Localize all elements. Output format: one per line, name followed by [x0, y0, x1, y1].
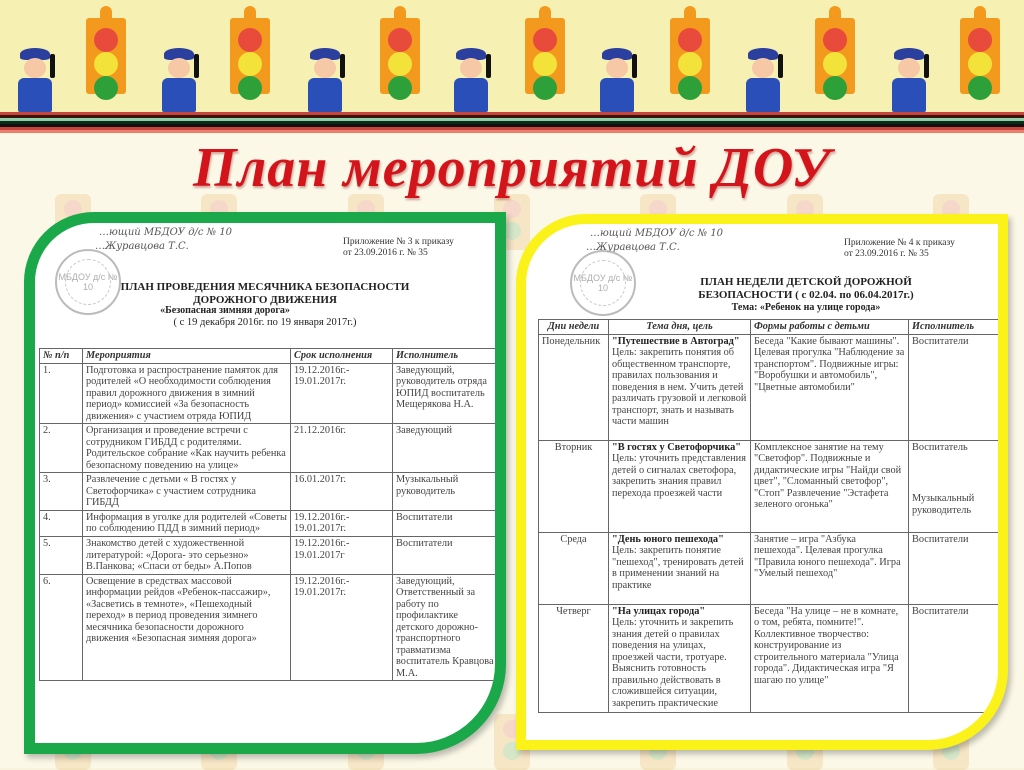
day-cell: Понедельник [539, 334, 609, 440]
forms-cell: Занятие – игра "Азбука пешехода". Целевая прогулка "Правила юного пешехода". Игра "Умелый пешеход" [751, 532, 909, 604]
title-line: БЕЗОПАСНОСТИ ( с 02.04. по 06.04.2017г.) [698, 288, 914, 301]
stamp-icon: МБДОУ д/с № 10 [55, 249, 121, 315]
term-cell: 16.01.2017г. [291, 473, 393, 511]
table-row [539, 334, 999, 440]
topic-cell [609, 532, 751, 604]
event-cell: Организация и проведение встречи с сотрудником ГИБДД с родителями. Родительское собрание «Как научить ребенка безопасному поведению на улице» [83, 424, 291, 473]
signature-name: …Журавцова Т.С. [95, 241, 189, 252]
executor-cell: Воспитатели [909, 334, 999, 440]
row-number: 5. [40, 536, 83, 574]
traffic-light-icon [86, 6, 126, 80]
column-header: № п/п [40, 349, 83, 364]
signature-name: …Журавцова Т.С. [586, 242, 680, 253]
executor-name: Музыкальный руководитель [912, 493, 975, 516]
document-right [526, 224, 998, 740]
table-header-row [40, 349, 498, 364]
document-subtitle: «Безопасная зимняя дорога» [160, 305, 290, 316]
table-row [539, 532, 999, 604]
decorative-stripes [0, 112, 1024, 134]
row-number: 2. [40, 424, 83, 473]
traffic-officer-icon [304, 48, 348, 112]
executor-cell: Заведующий [393, 424, 498, 473]
events-table [39, 348, 498, 681]
event-cell: Подготовка и распространение памяток для родителей «О необходимости соблюдения правил дорожного движения в зимний период» комиссией «За безопасность движения» с участием отряда ЮПИД [83, 363, 291, 424]
traffic-light-icon [815, 6, 855, 80]
topic-goal: Цель: уточнить и закрепить знания детей о правилах поведения на улицах, проезжей части, тротуаре. Выяснить готовность правильно действовать в сложившейся ситуации, закрепить практические [612, 617, 734, 709]
traffic-light-icon [670, 6, 710, 80]
topic-title: "На улицах города" [612, 605, 706, 617]
traffic-light-icon [230, 6, 270, 80]
document-left [35, 223, 495, 743]
table-row [40, 363, 498, 424]
appendix-line: Приложение № 4 к приказу [844, 238, 955, 248]
table-row [539, 440, 999, 532]
appendix-date: от 23.09.2016 г. № 35 [844, 249, 929, 260]
traffic-officer-icon [742, 48, 786, 112]
signature-line: …ющий МБДОУ д/с № 10 [99, 227, 233, 238]
executor-cell: Воспитатели [909, 604, 999, 712]
table-row [40, 473, 498, 511]
day-cell: Четверг [539, 604, 609, 712]
executor-cell: Воспитатели [393, 536, 498, 574]
table-row [40, 510, 498, 536]
event-cell: Развлечение с детьми « В гостях у Светофорчика» с участием сотрудника ГИБДД [83, 473, 291, 511]
title-line: ДОРОЖНОГО ДВИЖЕНИЯ [193, 293, 337, 306]
page-title: План мероприятий ДОУ [193, 137, 831, 199]
topic-goal: Цель: закрепить понятие "пешеход", тренировать детей в применении знаний на практике [612, 545, 744, 591]
executor-name: Воспитатель [912, 441, 968, 453]
executor-cell: Заведующий, Ответственный за работу по профилактике детского дорожно-транспортного травматизма воспитатель Кравцова М.А. [393, 574, 498, 681]
term-cell: 21.12.2016г. [291, 424, 393, 473]
topic-goal: Цель: закрепить понятия об общественном транспорте, правилах пользования и поведения в нем. Учить детей различать грузовой и легковой транспорт, знать и называть части машин [612, 347, 747, 428]
forms-cell: Беседа "Какие бывают машины". Целевая прогулка "Наблюдение за транспортом". Подвижные игры: "Воробушки и автомобиль", "Цветные автомобили" [751, 334, 909, 440]
term-cell: 19.12.2016г.- 19.01.2017г. [291, 574, 393, 681]
term-cell: 19.12.2016г.- 19.01.2017г. [291, 510, 393, 536]
executor-cell: Воспитатели [909, 532, 999, 604]
traffic-officer-icon [450, 48, 494, 112]
row-number: 1. [40, 363, 83, 424]
document-frame-left [24, 212, 506, 754]
table-header-row [539, 320, 999, 335]
topic-goal: Цель: уточнить представления детей о сигналах светофора, закрепить знания правил перехода проезжей части [612, 453, 746, 499]
topic-cell [609, 440, 751, 532]
traffic-officer-icon [14, 48, 58, 112]
column-header: Тема дня, цель [609, 320, 751, 335]
table-row [40, 536, 498, 574]
traffic-light-icon [960, 6, 1000, 80]
traffic-light-icon [380, 6, 420, 80]
column-header: Исполнитель [909, 320, 999, 335]
traffic-light-icon [525, 6, 565, 80]
column-header: Мероприятия [83, 349, 291, 364]
term-cell: 19.12.2016г.- 19.01.2017г. [291, 363, 393, 424]
topic-title: "День юного пешехода" [612, 533, 724, 545]
appendix-date: от 23.09.2016 г. № 35 [343, 248, 428, 259]
table-row [539, 604, 999, 712]
column-header: Дни недели [539, 320, 609, 335]
appendix-note [844, 238, 955, 261]
executor-cell: Заведующий, руководитель отряда ЮПИД воспитатель Мещерякова Н.А. [393, 363, 498, 424]
traffic-officer-icon [158, 48, 202, 112]
document-title [95, 281, 435, 306]
executor-cell: Воспитатели [393, 510, 498, 536]
executor-cell: Музыкальный руководитель [393, 473, 498, 511]
document-theme: Тема: «Ребенок на улице города» [731, 302, 881, 313]
day-cell: Вторник [539, 440, 609, 532]
term-cell: 19.12.2016г.- 19.01.2017г [291, 536, 393, 574]
document-frame-right [516, 214, 1008, 750]
appendix-line: Приложение № 3 к приказу [343, 237, 454, 247]
executor-cell [909, 440, 999, 532]
forms-cell: Беседа "На улице – не в комнате, о том, ребята, помните!". Коллективное творчество: конструирование из строительного материала "Улица города". Дидактическая игра "Я шагаю по улице" [751, 604, 909, 712]
column-header: Формы работы с детьми [751, 320, 909, 335]
topic-cell [609, 334, 751, 440]
topic-cell [609, 604, 751, 712]
document-period: ( с 19 декабря 2016г. по 19 января 2017г.) [173, 317, 357, 328]
document-title [656, 276, 956, 301]
row-number: 3. [40, 473, 83, 511]
event-cell: Освещение в средствах массовой информации рейдов «Ребенок-пассажир», «Засветись в темноте», «Пешеходный переход» в период проведения зимнего месячника безопасности дорожного движения «Безопасная зимняя дорога» [83, 574, 291, 681]
event-cell: Информация в уголке для родителей «Советы по соблюдению ПДД в зимний период» [83, 510, 291, 536]
row-number: 4. [40, 510, 83, 536]
traffic-officer-icon [596, 48, 640, 112]
table-row [40, 574, 498, 681]
decorative-header-band [0, 0, 1024, 112]
column-header: Срок исполнения [291, 349, 393, 364]
week-plan-table [538, 319, 999, 713]
day-cell: Среда [539, 532, 609, 604]
topic-title: "В гостях у Светофорчика" [612, 441, 741, 453]
signature-line: …ющий МБДОУ д/с № 10 [590, 228, 724, 239]
table-row [40, 424, 498, 473]
stamp-icon: МБДОУ д/с № 10 [570, 250, 636, 316]
topic-title: "Путешествие в Автоград" [612, 335, 740, 347]
title-line: ПЛАН НЕДЕЛИ ДЕТСКОЙ ДОРОЖНОЙ [700, 276, 912, 288]
title-line: ПЛАН ПРОВЕДЕНИЯ МЕСЯЧНИКА БЕЗОПАСНОСТИ [120, 281, 410, 293]
traffic-officer-icon [888, 48, 932, 112]
column-header: Исполнитель [393, 349, 498, 364]
event-cell: Знакомство детей с художественной литературой: «Дорога- это серьезно» В.Панкова; «Спаси от беды» А.Попов [83, 536, 291, 574]
row-number: 6. [40, 574, 83, 681]
forms-cell: Комплексное занятие на тему "Светофор". Подвижные и дидактические игры "Найди свой цвет", "Сломанный светофор", "Стоп" Развлечение "Эстафета зеленого огонька" [751, 440, 909, 532]
appendix-note [343, 237, 454, 260]
